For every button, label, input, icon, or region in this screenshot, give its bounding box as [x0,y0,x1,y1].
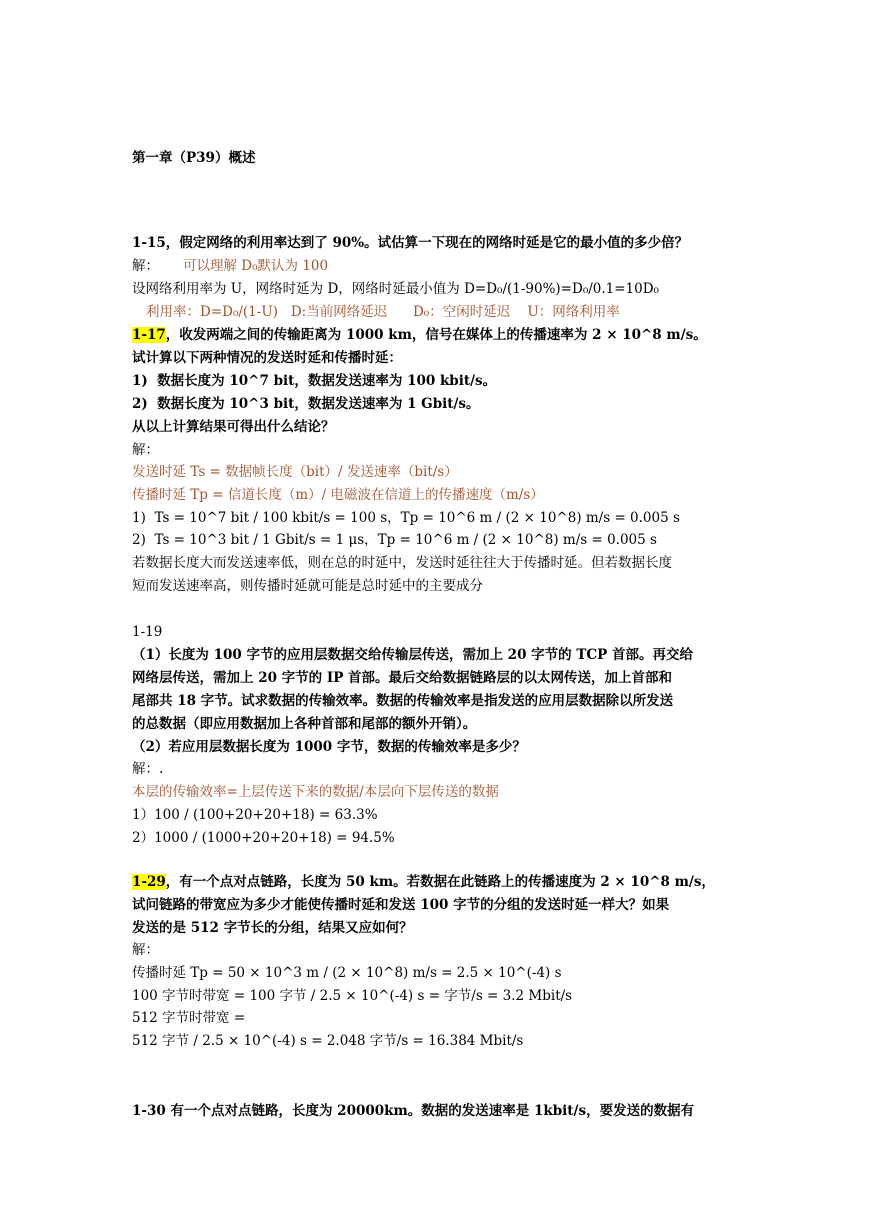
chapter-title: 第一章（P39）概述 [132,150,256,166]
q17-question-line [132,325,707,345]
q17-conclusion1: 若数据长度大而发送速率低，则在总的时延中，发送时延往往大于传播时延。但若数据长度 [132,555,672,571]
q19-p1-line1: （1）长度为 100 字节的应用层数据交给传输层传送，需加上 20 字节的 TCP 首部。再交给 [132,647,694,663]
q17-calc1: 1) Ts = 10^7 bit / 100 kbit/s = 100 s，Tp = 10^6 m / (2 × 10^8) m/s = 0.005 s [132,510,680,526]
q29-answer4: 512 字节 / 2.5 × 10^(-4) s = 2.048 字节/s = 16.384 Mbit/s [132,1033,524,1049]
q29-question-line3: 发送的是 512 字节长的分组，结果又应如何？ [132,920,413,936]
q17-conclusion-question: 从以上计算结果可得出什么结论？ [132,419,335,435]
q17-number: 1-17 [132,327,166,343]
q29-question-line2: 试问链路的带宽应为多少才能使传播时延和发送 100 字节的分组的发送时延一样大？如果 [132,897,670,913]
q17-formula-tp: 传播时延 Tp = 信道长度（m）/ 电磁波在信道上的传播速度（m/s） [132,487,544,503]
q15-hint: 可以理解 D₀默认为 100 [183,258,329,274]
q19-number: 1-19 [132,624,163,640]
q15-answer-label: 解： [132,258,159,274]
q29-question-line1 [132,872,715,892]
q17-question-rest: ，收发两端之间的传输距离为 1000 km，信号在媒体上的传播速率为 2 × 10^8 m/s。 [165,327,707,343]
q15-answer-line [132,256,328,276]
q19-definition: 本层的传输效率=上层传送下来的数据/本层向下层传送的数据 [132,784,499,800]
q29-answer2: 100 字节时带宽 = 100 字节 / 2.5 × 10^(-4) s = 字节/s = 3.2 Mbit/s [132,988,573,1004]
q19-answer2: 2）1000 / (1000+20+20+18) = 94.5% [132,830,395,846]
q17-question-line2: 试计算以下两种情况的发送时延和传播时延： [132,350,402,366]
q30-line1: 1-30 有一个点对点链路，长度为 20000km。数据的发送速率是 1kbit/s，要发送的数据有 [132,1103,695,1119]
q17-calc2: 2) Ts = 10^3 bit / 1 Gbit/s = 1 μs，Tp = 10^6 m / (2 × 10^8) m/s = 0.005 s [132,532,657,548]
q17-case1: 1) 数据长度为 10^7 bit，数据发送速率为 100 kbit/s。 [132,373,497,389]
q17-case2: 2) 数据长度为 10^3 bit，数据发送速率为 1 Gbit/s。 [132,396,480,412]
q17-formula-ts: 发送时延 Ts = 数据帧长度（bit）/ 发送速率（bit/s） [132,464,458,480]
q19-answer-label: 解：. [132,761,164,777]
q29-answer-label: 解： [132,942,159,958]
q19-answer1: 1）100 / (100+20+20+18) = 63.3% [132,807,378,823]
q19-p2: （2）若应用层数据长度为 1000 字节，数据的传输效率是多少？ [132,739,526,755]
q15-line1: 设网络利用率为 U，网络时延为 D，网络时延最小值为 D=D₀/(1-90%)=D₀/0.1=10D₀ [132,281,659,297]
q19-p1-line4: 的总数据（即应用数据加上各种首部和尾部的额外开销）。 [132,716,477,732]
q17-answer-label: 解： [132,442,159,458]
q29-answer1: 传播时延 Tp = 50 × 10^3 m / (2 × 10^8) m/s = 2.5 × 10^(-4) s [132,965,562,981]
q17-conclusion2: 短而发送速率高，则传播时延就可能是总时延中的主要成分 [132,578,483,594]
q29-answer3: 512 字节时带宽 = [132,1010,246,1026]
q29-question-rest: ，有一个点对点链路，长度为 50 km。若数据在此链路上的传播速度为 2 × 10^8 m/s， [165,874,715,890]
q19-p1-line3: 尾部共 18 字节。试求数据的传输效率。数据的传输效率是指发送的应用层数据除以所发送 [132,693,674,709]
q15-line2: 利用率：D=D₀/(1-U) D:当前网络延迟 D₀：空闲时延迟 U：网络利用率 [146,304,620,320]
q15-question: 1-15，假定网络的利用率达到了 90%。试估算一下现在的网络时延是它的最小值的多少倍？ [132,235,689,251]
q29-number: 1-29 [132,874,166,890]
q19-p1-line2: 网络层传送，需加上 20 字节的 IP 首部。最后交给数据链路层的以太网传送，加上首部和 [132,670,673,686]
